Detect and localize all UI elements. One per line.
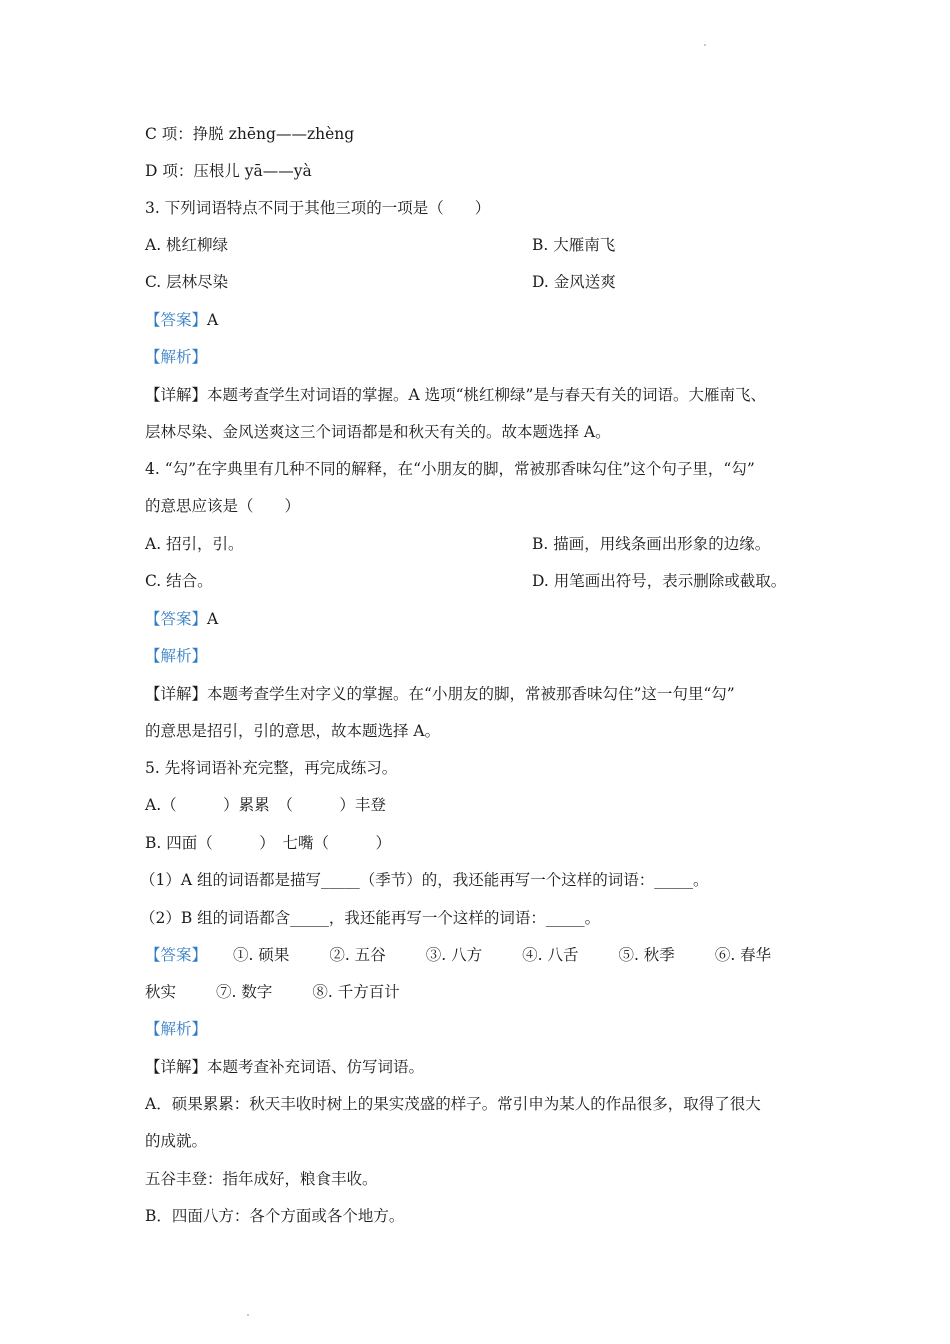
q5-answer-5: ⑤. 秋季 xyxy=(618,946,675,964)
question-4-line-2: 的意思应该是（ ） xyxy=(145,497,301,515)
footer-mark xyxy=(247,1314,249,1316)
option-c-explanation: C 项：挣脱 zhēng——zhèng xyxy=(145,125,355,143)
question-5: 5. 先将词语补充完整，再完成练习。 xyxy=(145,759,398,777)
q5-answer-line-2 xyxy=(145,980,400,1004)
q5-answer-8: ⑧. 千方百计 xyxy=(312,983,400,1001)
q5-answer-1: ①. 硕果 xyxy=(233,946,290,964)
q3-option-a: A. 桃红柳绿 xyxy=(145,236,229,254)
q5-sub-1: （1）A 组的词语都是描写_____（季节）的，我还能再写一个这样的词语：_____。 xyxy=(140,871,709,889)
corner-mark xyxy=(704,44,706,46)
q4-option-c: C. 结合。 xyxy=(145,572,213,590)
detail-text: 本题考查学生对词语的掌握。A 选项“桃红柳绿”是与春天有关的词语。大雁南飞、 xyxy=(207,386,766,404)
q5-answer-6-cont: 秋实 xyxy=(145,983,177,1001)
answer-tag: 【答案】 xyxy=(145,610,208,628)
detail-tag: 【详解】 xyxy=(145,685,208,703)
q4-detail-line-2: 的意思是招引，引的意思，故本题选择 A。 xyxy=(145,722,441,740)
q3-analysis xyxy=(145,345,207,369)
answer-value: A xyxy=(207,610,219,628)
q4-option-d: D. 用笔画出符号，表示删除或截取。 xyxy=(532,572,787,590)
q5-answer-2: ②. 五谷 xyxy=(329,946,386,964)
analysis-tag: 【解析】 xyxy=(145,348,208,366)
q3-answer xyxy=(145,308,218,332)
q5-answer-line-1 xyxy=(145,943,771,967)
detail-tag: 【详解】 xyxy=(145,1058,208,1076)
analysis-tag: 【解析】 xyxy=(145,1020,208,1038)
q4-options-row-1 xyxy=(145,532,771,556)
q3-detail-line-2: 层林尽染、金风送爽这三个词语都是和秋天有关的。故本题选择 A。 xyxy=(145,423,611,441)
detail-tag: 【详解】 xyxy=(145,386,208,404)
q5-group-a: A.（ ）累累 （ ）丰登 xyxy=(145,796,386,814)
q5-answer-7: ⑦. 数字 xyxy=(216,983,273,1001)
answer-tag: 【答案】 xyxy=(145,946,208,964)
q5-answer-3: ③. 八方 xyxy=(425,946,483,964)
q4-answer xyxy=(145,607,218,631)
detail-text: 本题考查补充词语、仿写词语。 xyxy=(207,1058,425,1076)
option-d-explanation: D 项：压根儿 yā——yà xyxy=(145,162,312,180)
analysis-tag: 【解析】 xyxy=(145,647,208,665)
q3-option-b: B. 大雁南飞 xyxy=(532,236,616,254)
q5-answer-6: ⑥. 春华 xyxy=(714,946,772,964)
q4-option-a: A. 招引，引。 xyxy=(145,535,244,553)
q4-analysis xyxy=(145,644,207,668)
q5-explanation-3: 五谷丰登：指年成好，粮食丰收。 xyxy=(145,1170,378,1188)
q5-sub-2: （2）B 组的词语都含_____，我还能再写一个这样的词语：_____。 xyxy=(140,909,601,927)
q3-option-c: C. 层林尽染 xyxy=(145,273,229,291)
q3-option-d: D. 金风送爽 xyxy=(532,273,616,291)
answer-tag: 【答案】 xyxy=(145,311,208,329)
answer-value: A xyxy=(207,311,219,329)
q5-group-b: B. 四面（ ） 七嘴（ ） xyxy=(145,834,391,852)
detail-text: 本题考查学生对字义的掌握。在“小朋友的脚，常被那香味勾住”这一句里“勾” xyxy=(207,685,735,703)
question-3: 3. 下列词语特点不同于其他三项的一项是（ ） xyxy=(145,199,491,217)
q3-options-row-1 xyxy=(145,233,616,257)
q3-options-row-2 xyxy=(145,270,616,294)
q5-detail xyxy=(145,1055,424,1079)
q3-detail-line-1 xyxy=(145,383,766,407)
q5-analysis xyxy=(145,1017,207,1041)
q5-explanation-4: B．四面八方：各个方面或各个地方。 xyxy=(145,1207,405,1225)
question-4-line-1: 4. “勾”在字典里有几种不同的解释，在“小朋友的脚，常被那香味勾住”这个句子里，“勾” xyxy=(145,460,755,478)
q5-explanation-1: A．硕果累累：秋天丰收时树上的果实茂盛的样子。常引申为某人的作品很多，取得了很大 xyxy=(145,1095,761,1113)
q4-detail-line-1 xyxy=(145,682,735,706)
q5-explanation-2: 的成就。 xyxy=(145,1132,208,1150)
q4-option-b: B. 描画，用线条画出形象的边缘。 xyxy=(532,535,771,553)
q4-options-row-2 xyxy=(145,569,787,593)
q5-answer-4: ④. 八舌 xyxy=(522,946,579,964)
